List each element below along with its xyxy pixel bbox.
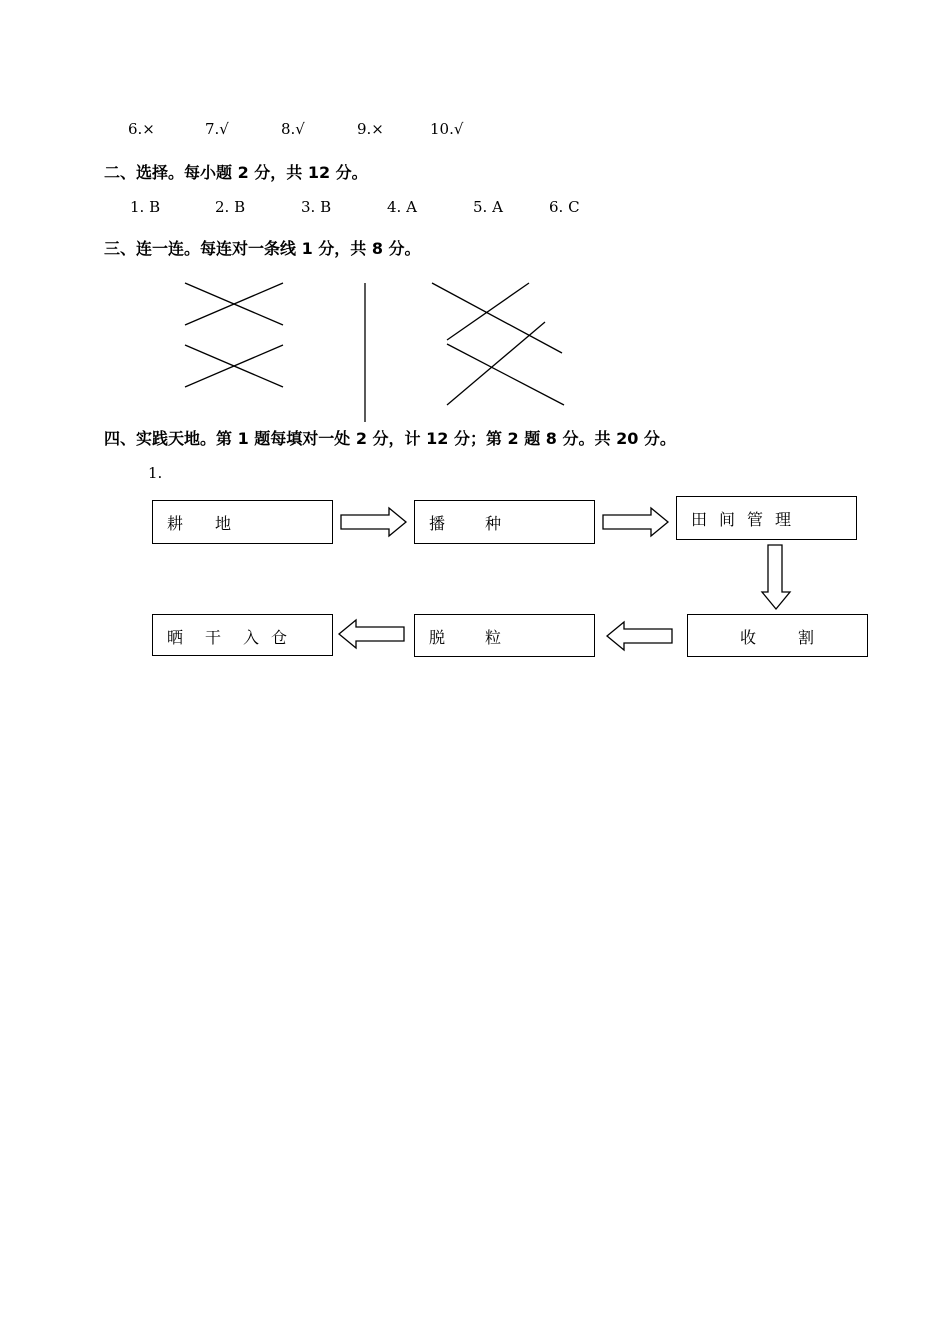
flow-char: 理 (775, 510, 792, 529)
flow-char: 田 (691, 510, 708, 529)
choice-answer-6: 6. C (549, 198, 580, 216)
right-arrow-icon (603, 508, 668, 536)
answer-6: 6.× (128, 120, 155, 138)
flow-char: 播 (429, 514, 446, 533)
flow-char: 脱 (429, 628, 446, 647)
flow-char: 入 (243, 628, 260, 647)
section-4-heading: 四、实践天地。第 1 题每填对一处 2 分，计 12 分；第 2 题 8 分。共 20 分。 (104, 429, 676, 448)
question-1-label: 1. (148, 464, 163, 482)
choice-answer-2: 2. B (215, 198, 246, 216)
section-2-heading: 二、选择。每小题 2 分，共 12 分。 (104, 163, 368, 182)
left-arrow-icon (607, 622, 672, 650)
flow-char: 种 (485, 514, 502, 533)
down-arrow-icon (762, 545, 790, 609)
section-3-heading: 三、连一连。每连对一条线 1 分，共 8 分。 (104, 239, 421, 258)
flow-char: 割 (798, 628, 815, 647)
flow-char: 干 (205, 628, 222, 647)
flow-char: 耕 (167, 514, 184, 533)
answer-9: 9.× (357, 120, 384, 138)
answer-8: 8.√ (281, 120, 305, 138)
flow-char: 仓 (271, 628, 288, 647)
left-arrow-icon (339, 620, 404, 648)
answer-7: 7.√ (205, 120, 229, 138)
flow-char: 地 (215, 514, 232, 533)
choice-answer-4: 4. A (387, 198, 417, 216)
flow-char: 收 (740, 628, 757, 647)
choice-answer-1: 1. B (130, 198, 161, 216)
choice-answer-3: 3. B (301, 198, 332, 216)
flow-char: 间 (719, 510, 736, 529)
right-arrow-icon (341, 508, 406, 536)
flow-char: 管 (747, 510, 764, 529)
choice-answer-5: 5. A (473, 198, 503, 216)
flow-char: 晒 (167, 628, 184, 647)
answer-10: 10.√ (430, 120, 464, 138)
flow-char: 粒 (485, 628, 502, 647)
